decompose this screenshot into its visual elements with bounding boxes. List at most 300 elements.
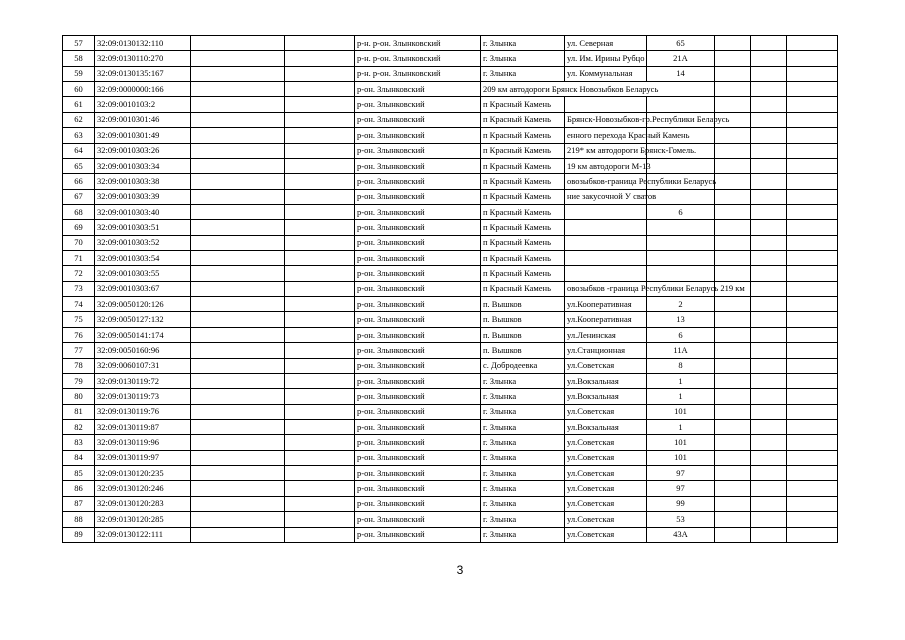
table-row (63, 297, 838, 312)
locality-cell: г. Злынка (481, 419, 565, 434)
locality-cell: п Красный Камень (481, 220, 565, 235)
house-number-cell: 43А (647, 527, 715, 542)
empty-cell (751, 373, 787, 388)
empty-cell (751, 512, 787, 527)
street-cell: ул.Ленинская (565, 327, 647, 342)
empty-cell (191, 481, 285, 496)
row-number-cell: 68 (63, 204, 95, 219)
house-number-cell: 101 (647, 435, 715, 450)
empty-cell (751, 189, 787, 204)
empty-cell (715, 143, 751, 158)
empty-cell (191, 404, 285, 419)
district-cell: р-он. Злынковский (355, 435, 481, 450)
table-row (63, 404, 838, 419)
district-cell: р-он. Злынковский (355, 419, 481, 434)
locality-cell: г. Злынка (481, 527, 565, 542)
empty-cell (787, 496, 838, 511)
locality-cell: г. Злынка (481, 496, 565, 511)
district-cell: р-он. Злынковский (355, 297, 481, 312)
street-cell: ул.Советская (565, 496, 647, 511)
table-row (63, 373, 838, 388)
house-number-cell: 6 (647, 204, 715, 219)
locality-cell: п. Вышков (481, 297, 565, 312)
empty-cell (751, 404, 787, 419)
district-cell: р-он. Злынковский (355, 158, 481, 173)
street-cell: ул.Станционная (565, 343, 647, 358)
district-cell: р-он. Злынковский (355, 404, 481, 419)
empty-cell (715, 343, 751, 358)
cadastral-number-cell: 32:09:0130119:73 (95, 389, 191, 404)
empty-cell (191, 251, 285, 266)
cadastral-number-cell: 32:09:0130119:76 (95, 404, 191, 419)
empty-cell (191, 266, 285, 281)
row-number-cell: 63 (63, 128, 95, 143)
empty-cell (285, 189, 355, 204)
street-cell: ул.Советская (565, 404, 647, 419)
empty-cell (191, 143, 285, 158)
empty-cell (715, 82, 751, 97)
locality-cell: п Красный Камень (481, 112, 565, 127)
table-row (63, 343, 838, 358)
table-row (63, 235, 838, 250)
empty-cell (787, 281, 838, 296)
district-cell: р-н. р-он. Злынковский (355, 51, 481, 66)
street-cell: ул.Советская (565, 527, 647, 542)
street-cell (565, 204, 647, 219)
house-number-cell: 101 (647, 450, 715, 465)
empty-cell (715, 235, 751, 250)
empty-cell (751, 343, 787, 358)
house-number-cell: 97 (647, 481, 715, 496)
empty-cell (285, 527, 355, 542)
cadastral-number-cell: 32:09:0010301:46 (95, 112, 191, 127)
cadastral-number-cell: 32:09:0010303:55 (95, 266, 191, 281)
empty-cell (751, 204, 787, 219)
district-cell: р-он. Злынковский (355, 527, 481, 542)
cadastral-number-cell: 32:09:0050120:126 (95, 297, 191, 312)
empty-cell (715, 36, 751, 51)
empty-cell (715, 66, 751, 81)
empty-cell (285, 112, 355, 127)
cadastral-number-cell: 32:09:0010303:40 (95, 204, 191, 219)
locality-cell: п Красный Камень (481, 251, 565, 266)
empty-cell (191, 189, 285, 204)
house-number-cell: 11А (647, 343, 715, 358)
house-number-cell (647, 97, 715, 112)
empty-cell (787, 143, 838, 158)
locality-cell: п Красный Камень (481, 266, 565, 281)
row-number-cell: 59 (63, 66, 95, 81)
cadastral-number-cell: 32:09:0130119:96 (95, 435, 191, 450)
house-number-cell: 8 (647, 358, 715, 373)
empty-cell (191, 389, 285, 404)
table-row (63, 189, 838, 204)
empty-cell (191, 66, 285, 81)
empty-cell (751, 312, 787, 327)
empty-cell (751, 527, 787, 542)
street-cell (565, 97, 647, 112)
row-number-cell: 77 (63, 343, 95, 358)
street-cell: 19 км автодороги М-13 (565, 158, 647, 173)
cadastral-number-cell: 32:09:0050127:132 (95, 312, 191, 327)
district-cell: р-он. Злынковский (355, 281, 481, 296)
empty-cell (285, 404, 355, 419)
row-number-cell: 83 (63, 435, 95, 450)
row-number-cell: 88 (63, 512, 95, 527)
empty-cell (787, 36, 838, 51)
row-number-cell: 61 (63, 97, 95, 112)
empty-cell (787, 358, 838, 373)
district-cell: р-он. Злынковский (355, 496, 481, 511)
house-number-cell: 101 (647, 404, 715, 419)
empty-cell (751, 481, 787, 496)
street-cell (565, 251, 647, 266)
table-row (63, 496, 838, 511)
empty-cell (715, 174, 751, 189)
empty-cell (787, 312, 838, 327)
empty-cell (285, 82, 355, 97)
empty-cell (191, 51, 285, 66)
empty-cell (787, 373, 838, 388)
cadastral-number-cell: 32:09:0130120:283 (95, 496, 191, 511)
empty-cell (787, 174, 838, 189)
district-cell: р-он. Злынковский (355, 174, 481, 189)
row-number-cell: 60 (63, 82, 95, 97)
empty-cell (191, 419, 285, 434)
cadastral-number-cell: 32:09:0010301:49 (95, 128, 191, 143)
empty-cell (191, 312, 285, 327)
cadastral-number-cell: 32:09:0050160:96 (95, 343, 191, 358)
row-number-cell: 66 (63, 174, 95, 189)
empty-cell (191, 235, 285, 250)
table-row (63, 327, 838, 342)
empty-cell (751, 220, 787, 235)
locality-cell: п. Вышков (481, 312, 565, 327)
empty-cell (787, 204, 838, 219)
locality-cell: г. Злынка (481, 466, 565, 481)
empty-cell (751, 297, 787, 312)
cadastral-number-cell: 32:09:0010303:52 (95, 235, 191, 250)
street-cell (565, 235, 647, 250)
row-number-cell: 65 (63, 158, 95, 173)
empty-cell (715, 450, 751, 465)
district-cell: р-он. Злынковский (355, 143, 481, 158)
street-cell: ул.Советская (565, 466, 647, 481)
empty-cell (191, 112, 285, 127)
street-cell: ул.Кооперативная (565, 312, 647, 327)
street-cell: ул.Советская (565, 512, 647, 527)
row-number-cell: 79 (63, 373, 95, 388)
empty-cell (191, 281, 285, 296)
empty-cell (715, 327, 751, 342)
empty-cell (285, 204, 355, 219)
locality-cell: п Красный Камень (481, 158, 565, 173)
empty-cell (191, 343, 285, 358)
empty-cell (285, 450, 355, 465)
street-cell: овозыбков -граница Республики Беларусь 219 км (565, 281, 647, 296)
empty-cell (787, 220, 838, 235)
empty-cell (715, 512, 751, 527)
empty-cell (285, 174, 355, 189)
house-number-cell: 1 (647, 419, 715, 434)
cadastral-number-cell: 32:09:0130132:110 (95, 36, 191, 51)
empty-cell (285, 312, 355, 327)
empty-cell (751, 36, 787, 51)
empty-cell (191, 174, 285, 189)
empty-cell (191, 158, 285, 173)
house-number-cell (647, 220, 715, 235)
empty-cell (285, 435, 355, 450)
locality-cell: с. Добродеевка (481, 358, 565, 373)
empty-cell (751, 466, 787, 481)
row-number-cell: 69 (63, 220, 95, 235)
street-cell: ул. Северная (565, 36, 647, 51)
empty-cell (787, 404, 838, 419)
house-number-cell (647, 266, 715, 281)
empty-cell (751, 97, 787, 112)
empty-cell (715, 128, 751, 143)
district-cell: р-он. Злынковский (355, 189, 481, 204)
row-number-cell: 78 (63, 358, 95, 373)
row-number-cell: 80 (63, 389, 95, 404)
empty-cell (751, 158, 787, 173)
empty-cell (191, 450, 285, 465)
row-number-cell: 67 (63, 189, 95, 204)
district-cell: р-он. Злынковский (355, 235, 481, 250)
empty-cell (191, 435, 285, 450)
cadastral-number-cell: 32:09:0130120:246 (95, 481, 191, 496)
empty-cell (285, 36, 355, 51)
empty-cell (715, 97, 751, 112)
street-cell: ул.Вокзальная (565, 389, 647, 404)
empty-cell (751, 496, 787, 511)
empty-cell (787, 97, 838, 112)
empty-cell (787, 189, 838, 204)
street-cell: ул. Коммунальная (565, 66, 647, 81)
empty-cell (751, 174, 787, 189)
empty-cell (285, 373, 355, 388)
street-cell: Брянск-Новозыбков-гр.Республики Беларусь (565, 112, 647, 127)
cadastral-number-cell: 32:09:0130110:270 (95, 51, 191, 66)
cadastral-number-cell: 32:09:0060107:31 (95, 358, 191, 373)
district-cell: р-он. Злынковский (355, 204, 481, 219)
district-cell: р-он. Злынковский (355, 266, 481, 281)
district-cell: р-он. Злынковский (355, 82, 481, 97)
empty-cell (787, 343, 838, 358)
locality-cell: г. Злынка (481, 450, 565, 465)
cadastral-number-cell: 32:09:0010303:51 (95, 220, 191, 235)
table-row (63, 158, 838, 173)
empty-cell (191, 358, 285, 373)
registry-table (62, 35, 838, 543)
row-number-cell: 71 (63, 251, 95, 266)
table-row (63, 97, 838, 112)
row-number-cell: 75 (63, 312, 95, 327)
cadastral-number-cell: 32:09:0130119:87 (95, 419, 191, 434)
cadastral-number-cell: 32:09:0130122:111 (95, 527, 191, 542)
table-row (63, 312, 838, 327)
street-cell: ул.Советская (565, 450, 647, 465)
empty-cell (787, 481, 838, 496)
empty-cell (787, 128, 838, 143)
district-cell: р-н. р-он. Злынковский (355, 36, 481, 51)
empty-cell (191, 527, 285, 542)
empty-cell (285, 235, 355, 250)
registry-table-body (63, 36, 838, 543)
cadastral-number-cell: 32:09:0010303:34 (95, 158, 191, 173)
house-number-cell: 1 (647, 389, 715, 404)
locality-cell: г. Злынка (481, 512, 565, 527)
locality-cell: г. Злынка (481, 36, 565, 51)
row-number-cell: 73 (63, 281, 95, 296)
empty-cell (285, 343, 355, 358)
row-number-cell: 86 (63, 481, 95, 496)
house-number-cell (647, 251, 715, 266)
locality-cell: п Красный Камень (481, 128, 565, 143)
empty-cell (715, 297, 751, 312)
locality-cell: п. Вышков (481, 343, 565, 358)
district-cell: р-он. Злынковский (355, 128, 481, 143)
street-cell (565, 220, 647, 235)
cadastral-number-cell: 32:09:0130119:72 (95, 373, 191, 388)
empty-cell (715, 204, 751, 219)
empty-cell (285, 481, 355, 496)
district-cell: р-он. Злынковский (355, 450, 481, 465)
empty-cell (715, 435, 751, 450)
row-number-cell: 57 (63, 36, 95, 51)
district-cell: р-он. Злынковский (355, 481, 481, 496)
empty-cell (285, 281, 355, 296)
empty-cell (715, 389, 751, 404)
empty-cell (751, 281, 787, 296)
table-row (63, 51, 838, 66)
empty-cell (787, 419, 838, 434)
locality-cell: п Красный Камень (481, 97, 565, 112)
district-cell: р-он. Злынковский (355, 312, 481, 327)
empty-cell (191, 204, 285, 219)
house-number-cell: 53 (647, 512, 715, 527)
table-row (63, 204, 838, 219)
empty-cell (285, 389, 355, 404)
empty-cell (787, 435, 838, 450)
row-number-cell: 58 (63, 51, 95, 66)
cadastral-number-cell: 32:09:0130135:167 (95, 66, 191, 81)
empty-cell (715, 189, 751, 204)
empty-cell (191, 297, 285, 312)
table-row (63, 66, 838, 81)
empty-cell (751, 389, 787, 404)
locality-cell: г. Злынка (481, 51, 565, 66)
empty-cell (191, 373, 285, 388)
empty-cell (285, 143, 355, 158)
locality-cell: п Красный Камень (481, 174, 565, 189)
empty-cell (285, 496, 355, 511)
row-number-cell: 81 (63, 404, 95, 419)
street-cell: ул.Советская (565, 435, 647, 450)
street-cell: ние закусочной У сватов (565, 189, 647, 204)
table-row (63, 358, 838, 373)
empty-cell (787, 297, 838, 312)
empty-cell (285, 419, 355, 434)
locality-cell: п Красный Камень (481, 281, 565, 296)
street-cell: ул. Им. Ирины Рубцо (565, 51, 647, 66)
cadastral-number-cell: 32:09:0000000:166 (95, 82, 191, 97)
empty-cell (715, 466, 751, 481)
district-cell: р-он. Злынковский (355, 358, 481, 373)
street-cell: ул.Вокзальная (565, 373, 647, 388)
district-cell: р-он. Злынковский (355, 112, 481, 127)
row-number-cell: 74 (63, 297, 95, 312)
empty-cell (787, 512, 838, 527)
empty-cell (787, 82, 838, 97)
empty-cell (715, 373, 751, 388)
house-number-cell: 13 (647, 312, 715, 327)
street-cell: ул.Советская (565, 358, 647, 373)
empty-cell (715, 251, 751, 266)
street-cell: ул.Советская (565, 481, 647, 496)
street-cell (565, 266, 647, 281)
district-cell: р-он. Злынковский (355, 343, 481, 358)
table-row (63, 281, 838, 296)
empty-cell (751, 419, 787, 434)
cadastral-number-cell: 32:09:0010303:39 (95, 189, 191, 204)
empty-cell (787, 466, 838, 481)
table-row (63, 266, 838, 281)
empty-cell (285, 512, 355, 527)
empty-cell (751, 266, 787, 281)
locality-cell: г. Злынка (481, 373, 565, 388)
locality-cell: г. Злынка (481, 66, 565, 81)
district-cell: р-он. Злынковский (355, 251, 481, 266)
location-cell: 209 км автодороги Брянск Новозыбков Беларусь (481, 82, 715, 97)
empty-cell (285, 466, 355, 481)
empty-cell (715, 51, 751, 66)
house-number-cell: 1 (647, 373, 715, 388)
empty-cell (751, 66, 787, 81)
house-number-cell: 2 (647, 297, 715, 312)
row-number-cell: 89 (63, 527, 95, 542)
empty-cell (715, 527, 751, 542)
table-row (63, 251, 838, 266)
empty-cell (787, 235, 838, 250)
empty-cell (751, 251, 787, 266)
empty-cell (285, 297, 355, 312)
empty-cell (191, 496, 285, 511)
district-cell: р-он. Злынковский (355, 512, 481, 527)
empty-cell (715, 266, 751, 281)
locality-cell: г. Злынка (481, 481, 565, 496)
empty-cell (787, 158, 838, 173)
empty-cell (191, 512, 285, 527)
district-cell: р-он. Злынковский (355, 97, 481, 112)
street-cell: ул.Кооперативная (565, 297, 647, 312)
row-number-cell: 62 (63, 112, 95, 127)
cadastral-number-cell: 32:09:0130120:285 (95, 512, 191, 527)
row-number-cell: 85 (63, 466, 95, 481)
street-cell: ул.Вокзальная (565, 419, 647, 434)
locality-cell: г. Злынка (481, 435, 565, 450)
empty-cell (751, 450, 787, 465)
empty-cell (285, 358, 355, 373)
empty-cell (285, 158, 355, 173)
district-cell: р-он. Злынковский (355, 327, 481, 342)
locality-cell: г. Злынка (481, 404, 565, 419)
empty-cell (715, 358, 751, 373)
locality-cell: п Красный Камень (481, 204, 565, 219)
table-row (63, 466, 838, 481)
empty-cell (285, 51, 355, 66)
empty-cell (191, 220, 285, 235)
